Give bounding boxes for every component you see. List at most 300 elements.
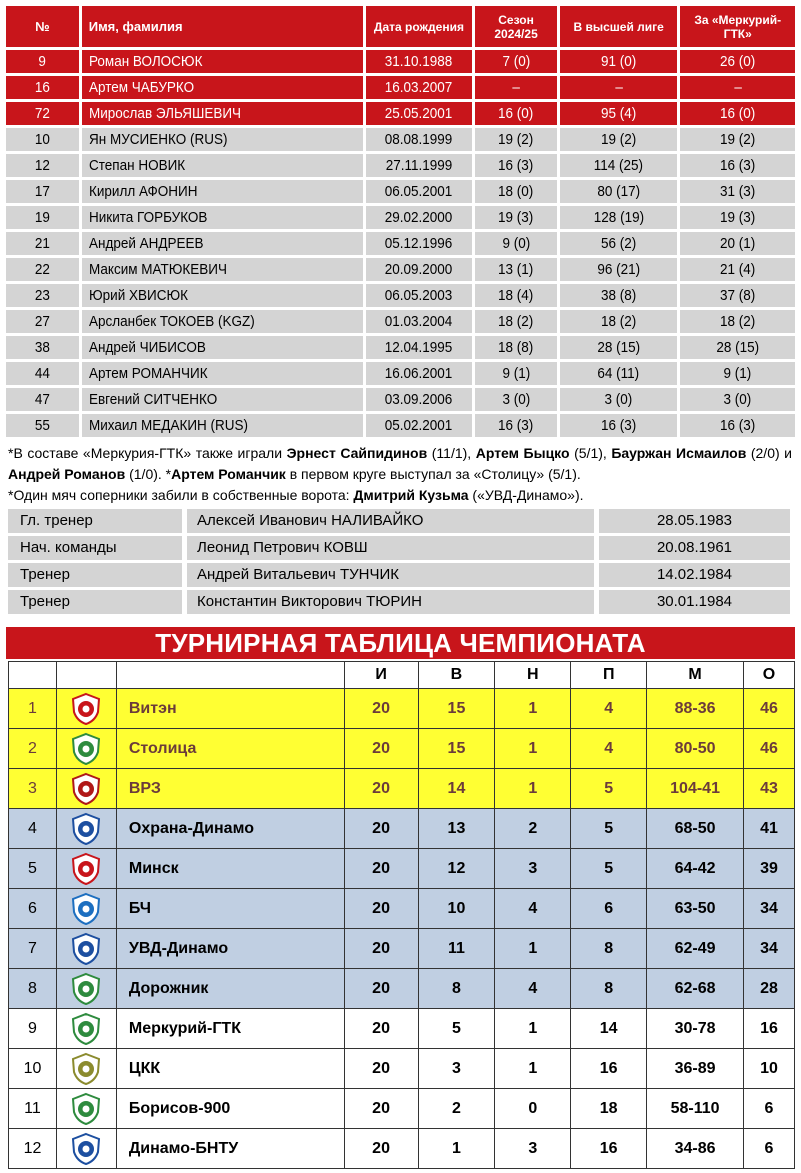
player-row [6,258,795,281]
player-birth-date [366,128,473,151]
player-top-league-stats [560,336,678,359]
bch-logo [69,892,103,926]
staff-birth-date: 14.02.1984 [599,563,790,587]
player-row [6,414,795,437]
player-top-league-stats-text: – [614,79,623,96]
player-club-stats [680,310,795,333]
points: 16 [743,1009,794,1049]
player-season-stats [475,414,557,437]
wins: 2 [418,1089,495,1129]
player-season-stats-text: 18 (4) [498,287,534,304]
player-club-stats-text: 20 (1) [720,235,756,252]
staff-row [8,536,795,560]
player-season-stats-text: 18 (2) [498,313,534,330]
ckk-logo [69,1052,103,1086]
player-top-league-stats-text: 114 (25) [594,157,644,174]
squad-table [6,6,795,440]
player-number-text: 10 [34,131,50,148]
borisov-logo [69,1092,103,1126]
staff-row [8,590,795,614]
games-played: 20 [344,1009,418,1049]
position: 7 [9,929,57,969]
player-top-league-stats-text: 80 (17) [597,183,641,200]
wins: 13 [418,809,495,849]
player-birth-date [366,180,473,203]
goals: 62-49 [647,929,744,969]
player-club-stats-text: 26 (0) [720,53,756,70]
team-name: Минск [116,849,344,889]
player-club-stats-text: 37 (8) [720,287,756,304]
player-top-league-stats-text: 28 (15) [597,339,641,356]
player-top-league-stats [560,232,678,255]
player-row [6,206,795,229]
goals: 30-78 [647,1009,744,1049]
player-top-league-stats [560,50,678,73]
player-name-text: Ян МУСИЕНКО (RUS) [88,131,228,148]
merkuriy-logo [69,1012,103,1046]
player-club-stats-text: 16 (3) [720,417,756,434]
goals: 58-110 [647,1089,744,1129]
team-logo-cell [56,769,116,809]
note-player: Андрей Романов [8,466,126,482]
player-number-text: 16 [34,79,50,96]
standings-row [9,809,795,849]
player-club-stats-text: 31 (3) [720,183,756,200]
player-season-stats [475,128,557,151]
player-club-stats [680,232,795,255]
standings-header-row [9,662,795,689]
goals: 63-50 [647,889,744,929]
team-name: Борисов-900 [116,1089,344,1129]
note-text: (11/1), [427,445,476,461]
player-season-stats [475,310,557,333]
player-top-league-stats-text: 18 (2) [601,313,637,330]
player-name [82,206,363,229]
player-number-text: 12 [34,157,50,174]
note-player: Бауржан Исмаилов [611,445,747,461]
player-name-text: Роман ВОЛОСЮК [88,53,203,70]
squad-header-row [6,6,795,47]
losses: 4 [571,689,647,729]
player-number [6,310,79,333]
player-name-text: Евгений СИТЧЕНКО [88,391,217,408]
player-row [6,232,795,255]
goals: 34-86 [647,1129,744,1169]
team-name: БЧ [116,889,344,929]
player-row [6,362,795,385]
games-played: 20 [344,849,418,889]
player-club-stats [680,50,795,73]
team-logo-cell [56,1009,116,1049]
player-number [6,258,79,281]
team-name: Меркурий-ГТК [116,1009,344,1049]
player-club-stats-text: 16 (0) [720,105,756,122]
position: 12 [9,1129,57,1169]
goals: 68-50 [647,809,744,849]
player-top-league-stats-text: 95 (4) [601,105,637,122]
player-row [6,284,795,307]
player-season-stats [475,388,557,411]
position: 4 [9,809,57,849]
standings-row [9,1049,795,1089]
player-club-stats [680,180,795,203]
standings-row [9,729,795,769]
player-birth-date [366,310,473,333]
header-wins: В [418,662,495,689]
player-birth-date [366,388,473,411]
player-name [82,102,363,125]
player-season-stats [475,258,557,281]
losses: 16 [571,1049,647,1089]
player-club-stats [680,76,795,99]
staff-name: Константин Викторович ТЮРИН [187,590,594,614]
team-name: Динамо-БНТУ [116,1129,344,1169]
losses: 14 [571,1009,647,1049]
header-games: И [344,662,418,689]
player-club-stats [680,128,795,151]
wins: 14 [418,769,495,809]
note-text: в первом круге выступал за «Столицу» (5/1). [285,466,581,482]
player-season-stats [475,206,557,229]
header-top-league: В высшей лиге [560,6,678,47]
games-played: 20 [344,1089,418,1129]
player-club-stats [680,388,795,411]
player-top-league-stats [560,180,678,203]
games-played: 20 [344,929,418,969]
staff-row [8,509,795,533]
header-club: За «Меркурий-ГТК» [680,6,795,47]
player-club-stats [680,258,795,281]
draws: 1 [495,689,571,729]
player-number-text: 17 [34,183,50,200]
goals: 88-36 [647,689,744,729]
losses: 18 [571,1089,647,1129]
player-birth-date [366,258,473,281]
draws: 1 [495,929,571,969]
player-top-league-stats-text: 16 (3) [601,417,637,434]
player-number [6,50,79,73]
player-season-stats-text: 9 (1) [502,365,530,382]
position: 11 [9,1089,57,1129]
player-club-stats-text: 28 (15) [716,339,760,356]
points: 46 [743,729,794,769]
player-top-league-stats [560,206,678,229]
player-number [6,232,79,255]
player-top-league-stats [560,310,678,333]
player-birth-date-text: 29.02.2000 [385,209,453,226]
wins: 8 [418,969,495,1009]
player-top-league-stats [560,284,678,307]
player-row [6,154,795,177]
position: 8 [9,969,57,1009]
wins: 5 [418,1009,495,1049]
player-number [6,180,79,203]
standings-row [9,1129,795,1169]
standings-row [9,1009,795,1049]
losses: 5 [571,809,647,849]
player-birth-date-text: 06.05.2003 [385,287,453,304]
staff-name: Алексей Иванович НАЛИВАЙКО [187,509,594,533]
goals: 64-42 [647,849,744,889]
player-name [82,362,363,385]
player-number-text: 44 [34,365,50,382]
player-top-league-stats-text: 91 (0) [601,53,637,70]
draws: 0 [495,1089,571,1129]
player-season-stats [475,50,557,73]
player-name [82,310,363,333]
header-name: Имя, фамилия [82,6,363,47]
player-number-text: 22 [34,261,50,278]
player-club-stats-text: 18 (2) [720,313,756,330]
note-text: (1/0). * [125,466,172,482]
header-birth-date: Дата рождения [366,6,473,47]
note-text: *В составе «Меркурия-ГТК» также играли [8,445,287,461]
staff-role: Тренер [8,563,182,587]
team-name: ЦКК [116,1049,344,1089]
points: 41 [743,809,794,849]
staff-birth-date: 28.05.1983 [599,509,790,533]
player-row [6,180,795,203]
player-club-stats-text: 19 (2) [720,131,756,148]
player-season-stats [475,284,557,307]
staff-birth-date: 30.01.1984 [599,590,790,614]
position: 5 [9,849,57,889]
player-birth-date-text: 08.08.1999 [385,131,453,148]
player-name [82,128,363,151]
games-played: 20 [344,809,418,849]
player-top-league-stats [560,414,678,437]
points: 43 [743,769,794,809]
standings-title: ТУРНИРНАЯ ТАБЛИЦА ЧЕМПИОНАТА [6,627,795,659]
player-season-stats-text: 9 (0) [502,235,530,252]
player-number-text: 27 [34,313,50,330]
player-name-text: Мирослав ЭЛЬЯШЕВИЧ [88,105,241,122]
player-birth-date-text: 16.03.2007 [385,79,453,96]
wins: 15 [418,689,495,729]
points: 34 [743,929,794,969]
note-text: («УВД-Динамо»). [468,487,584,503]
player-top-league-stats [560,102,678,125]
player-top-league-stats [560,388,678,411]
player-top-league-stats-text: 3 (0) [604,391,633,408]
player-name-text: Михаил МЕДАКИН (RUS) [88,417,248,434]
player-number-text: 72 [34,105,50,122]
games-played: 20 [344,729,418,769]
staff-row [8,563,795,587]
player-name-text: Андрей АНДРЕЕВ [88,235,204,252]
player-name [82,180,363,203]
player-number [6,154,79,177]
player-row [6,76,795,99]
losses: 16 [571,1129,647,1169]
points: 46 [743,689,794,729]
team-name: Дорожник [116,969,344,1009]
player-name [82,284,363,307]
header-draws: Н [495,662,571,689]
losses: 5 [571,769,647,809]
player-club-stats [680,362,795,385]
player-season-stats-text: 16 (0) [498,105,534,122]
okhrana-logo [69,812,103,846]
player-name-text: Никита ГОРБУКОВ [88,209,208,226]
player-name [82,232,363,255]
player-birth-date-text: 01.03.2004 [385,313,453,330]
player-birth-date-text: 31.10.1988 [385,53,453,70]
player-name [82,388,363,411]
draws: 1 [495,1009,571,1049]
player-birth-date [366,232,473,255]
wins: 11 [418,929,495,969]
staff-role: Тренер [8,590,182,614]
player-season-stats [475,102,557,125]
minsk-logo [69,852,103,886]
team-logo-cell [56,849,116,889]
wins: 3 [418,1049,495,1089]
games-played: 20 [344,1049,418,1089]
note-text: (2/0) и [746,445,793,461]
standings-row [9,929,795,969]
player-top-league-stats-text: 38 (8) [601,287,637,304]
player-number-text: 47 [34,391,50,408]
header-losses: П [571,662,647,689]
player-number [6,76,79,99]
draws: 3 [495,1129,571,1169]
points: 34 [743,889,794,929]
player-name-text: Максим МАТЮКЕВИЧ [88,261,227,278]
player-season-stats [475,180,557,203]
team-name: Витэн [116,689,344,729]
points: 39 [743,849,794,889]
losses: 4 [571,729,647,769]
player-season-stats-text: 18 (8) [498,339,534,356]
player-club-stats-text: 3 (0) [723,391,752,408]
position: 9 [9,1009,57,1049]
draws: 1 [495,729,571,769]
team-name: Охрана-Динамо [116,809,344,849]
player-birth-date-text: 05.02.2001 [385,417,453,434]
player-season-stats-text: 13 (1) [498,261,534,278]
games-played: 20 [344,889,418,929]
dinamo-bntu-logo [69,1132,103,1166]
player-season-stats-text: – [512,79,520,96]
player-top-league-stats-text: 19 (2) [601,131,637,148]
losses: 5 [571,849,647,889]
player-birth-date-text: 16.06.2001 [385,365,453,382]
standings-row [9,689,795,729]
note-text: *Один мяч соперники забили в собственные ворота: [8,487,354,503]
games-played: 20 [344,1129,418,1169]
staff-birth-date: 20.08.1961 [599,536,790,560]
player-name [82,50,363,73]
player-season-stats [475,232,557,255]
player-name [82,154,363,177]
player-season-stats [475,76,557,99]
player-name-text: Артем ЧАБУРКО [88,79,194,96]
player-birth-date [366,336,473,359]
position: 6 [9,889,57,929]
draws: 3 [495,849,571,889]
note-player: Артем Романчик [171,466,286,482]
player-club-stats [680,102,795,125]
header-points: О [743,662,794,689]
wins: 10 [418,889,495,929]
player-season-stats-text: 18 (0) [498,183,534,200]
position: 10 [9,1049,57,1089]
goals: 80-50 [647,729,744,769]
player-birth-date-text: 06.05.2001 [385,183,453,200]
team-logo-cell [56,729,116,769]
goals: 104-41 [647,769,744,809]
standings-row [9,1089,795,1129]
player-season-stats-text: 19 (3) [498,209,534,226]
player-number-text: 23 [34,287,50,304]
losses: 8 [571,969,647,1009]
standings-table [8,661,795,1169]
games-played: 20 [344,769,418,809]
points: 6 [743,1089,794,1129]
player-number [6,206,79,229]
player-top-league-stats-text: 64 (11) [597,365,640,382]
player-birth-date-text: 20.09.2000 [385,261,453,278]
player-club-stats-text: 21 (4) [720,261,756,278]
header-blank [56,662,116,689]
player-row [6,310,795,333]
header-season: Сезон 2024/25 [475,6,557,47]
player-birth-date-text: 25.05.2001 [385,105,453,122]
player-birth-date [366,50,473,73]
standings-row [9,969,795,1009]
player-club-stats-text: – [733,79,742,96]
team-logo-cell [56,1129,116,1169]
player-top-league-stats [560,128,678,151]
player-season-stats [475,362,557,385]
player-row [6,128,795,151]
player-season-stats [475,336,557,359]
player-birth-date [366,76,473,99]
player-birth-date-text: 27.11.1999 [385,157,453,174]
games-played: 20 [344,969,418,1009]
wins: 12 [418,849,495,889]
player-number-text: 19 [34,209,50,226]
player-birth-date [366,284,473,307]
player-name-text: Андрей ЧИБИСОВ [88,339,206,356]
player-birth-date-text: 03.09.2006 [385,391,453,408]
note-text: (5/1), [569,445,612,461]
vrz-logo [69,772,103,806]
draws: 1 [495,769,571,809]
stolitsa-logo [69,732,103,766]
team-logo-cell [56,889,116,929]
player-name-text: Артем РОМАНЧИК [88,365,208,382]
team-logo-cell [56,929,116,969]
team-logo-cell [56,1089,116,1129]
vitebsk-logo [69,692,103,726]
player-number-text: 55 [34,417,50,434]
header-blank [9,662,57,689]
player-number [6,284,79,307]
goals: 36-89 [647,1049,744,1089]
player-birth-date [366,102,473,125]
uvd-logo [69,932,103,966]
player-number-text: 38 [34,339,50,356]
draws: 2 [495,809,571,849]
player-name-text: Юрий ХВИСЮК [88,287,188,304]
team-logo-cell [56,969,116,1009]
player-top-league-stats-text: 128 (19) [593,209,644,226]
header-goals: М [647,662,744,689]
team-name: ВРЗ [116,769,344,809]
standings-row [9,849,795,889]
